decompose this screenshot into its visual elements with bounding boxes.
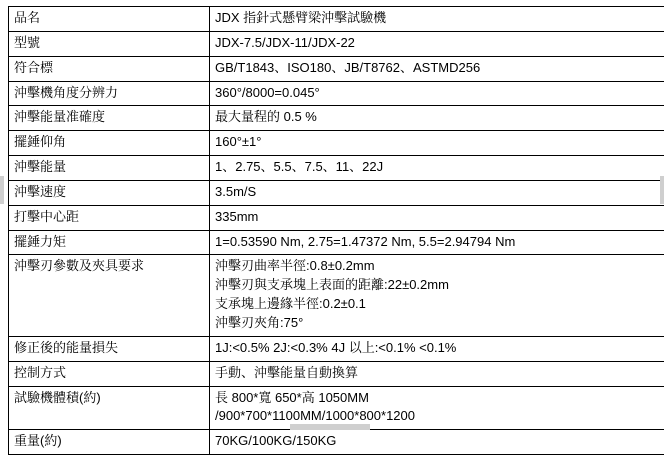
value-line: /900*700*1100MM/1000*800*1200 — [215, 407, 664, 426]
table-row — [9, 7, 664, 32]
table-row — [9, 205, 664, 230]
value-line: 沖擊刃曲率半徑:0.8±0.2mm — [215, 257, 664, 276]
row-value — [210, 7, 664, 32]
value-line: 360°/8000=0.045° — [215, 84, 664, 103]
row-label: 品名 — [9, 7, 210, 32]
row-value — [210, 56, 664, 81]
row-label: 擺錘仰角 — [9, 131, 210, 156]
table-row — [9, 361, 664, 386]
row-label: 沖擊速度 — [9, 180, 210, 205]
row-label: 沖擊能量准確度 — [9, 106, 210, 131]
value-line: JDX 指針式懸臂梁沖擊試驗機 — [215, 9, 664, 28]
specification-table-body — [9, 7, 664, 455]
table-row — [9, 56, 664, 81]
value-line: 沖擊刃夾角:75° — [215, 314, 664, 333]
value-line: GB/T1843、ISO180、JB/T8762、ASTMD256 — [215, 59, 664, 78]
row-label: 重量(約) — [9, 430, 210, 455]
value-line: JDX-7.5/JDX-11/JDX-22 — [215, 34, 664, 53]
row-label: 打擊中心距 — [9, 205, 210, 230]
row-value — [210, 386, 664, 430]
value-line: 70KG/100KG/150KG — [215, 432, 664, 451]
row-label: 修正後的能量損失 — [9, 336, 210, 361]
table-row — [9, 106, 664, 131]
table-row — [9, 31, 664, 56]
row-value — [210, 31, 664, 56]
value-line: 160°±1° — [215, 133, 664, 152]
table-row — [9, 156, 664, 181]
page-edge-mark-bottom — [290, 424, 370, 430]
row-label: 沖擊機角度分辨力 — [9, 81, 210, 106]
row-label: 試驗機體積(約) — [9, 386, 210, 430]
table-row — [9, 336, 664, 361]
row-value — [210, 336, 664, 361]
row-value — [210, 156, 664, 181]
row-label: 擺錘力矩 — [9, 230, 210, 255]
value-line: 沖擊刃與支承塊上表面的距離:22±0.2mm — [215, 276, 664, 295]
table-row — [9, 230, 664, 255]
row-value — [210, 255, 664, 336]
row-value — [210, 106, 664, 131]
table-row — [9, 255, 664, 336]
value-line: 1、2.75、5.5、7.5、11、22J — [215, 158, 664, 177]
value-line: 支承塊上邊緣半徑:0.2±0.1 — [215, 295, 664, 314]
row-label: 控制方式 — [9, 361, 210, 386]
specification-table — [8, 6, 664, 455]
value-line: 最大量程的 0.5 % — [215, 108, 664, 127]
row-value — [210, 361, 664, 386]
table-row — [9, 131, 664, 156]
row-label: 沖擊刃參數及夾具要求 — [9, 255, 210, 336]
row-label: 符合標 — [9, 56, 210, 81]
page-edge-mark-left — [0, 176, 4, 204]
row-value — [210, 131, 664, 156]
value-line: 3.5m/S — [215, 183, 664, 202]
row-label: 沖擊能量 — [9, 156, 210, 181]
row-label: 型號 — [9, 31, 210, 56]
page-edge-mark-right — [660, 176, 664, 204]
value-line: 1=0.53590 Nm, 2.75=1.47372 Nm, 5.5=2.94794 Nm — [215, 233, 664, 252]
table-row — [9, 430, 664, 455]
row-value — [210, 230, 664, 255]
row-value — [210, 180, 664, 205]
table-row — [9, 81, 664, 106]
value-line: 1J:<0.5% 2J:<0.3% 4J 以上:<0.1% <0.1% — [215, 339, 664, 358]
value-line: 335mm — [215, 208, 664, 227]
row-value — [210, 81, 664, 106]
value-line: 長 800*寬 650*高 1050MM — [215, 389, 664, 408]
row-value — [210, 430, 664, 455]
value-line: 手動、沖擊能量自動換算 — [215, 364, 664, 383]
row-value — [210, 205, 664, 230]
table-row — [9, 180, 664, 205]
